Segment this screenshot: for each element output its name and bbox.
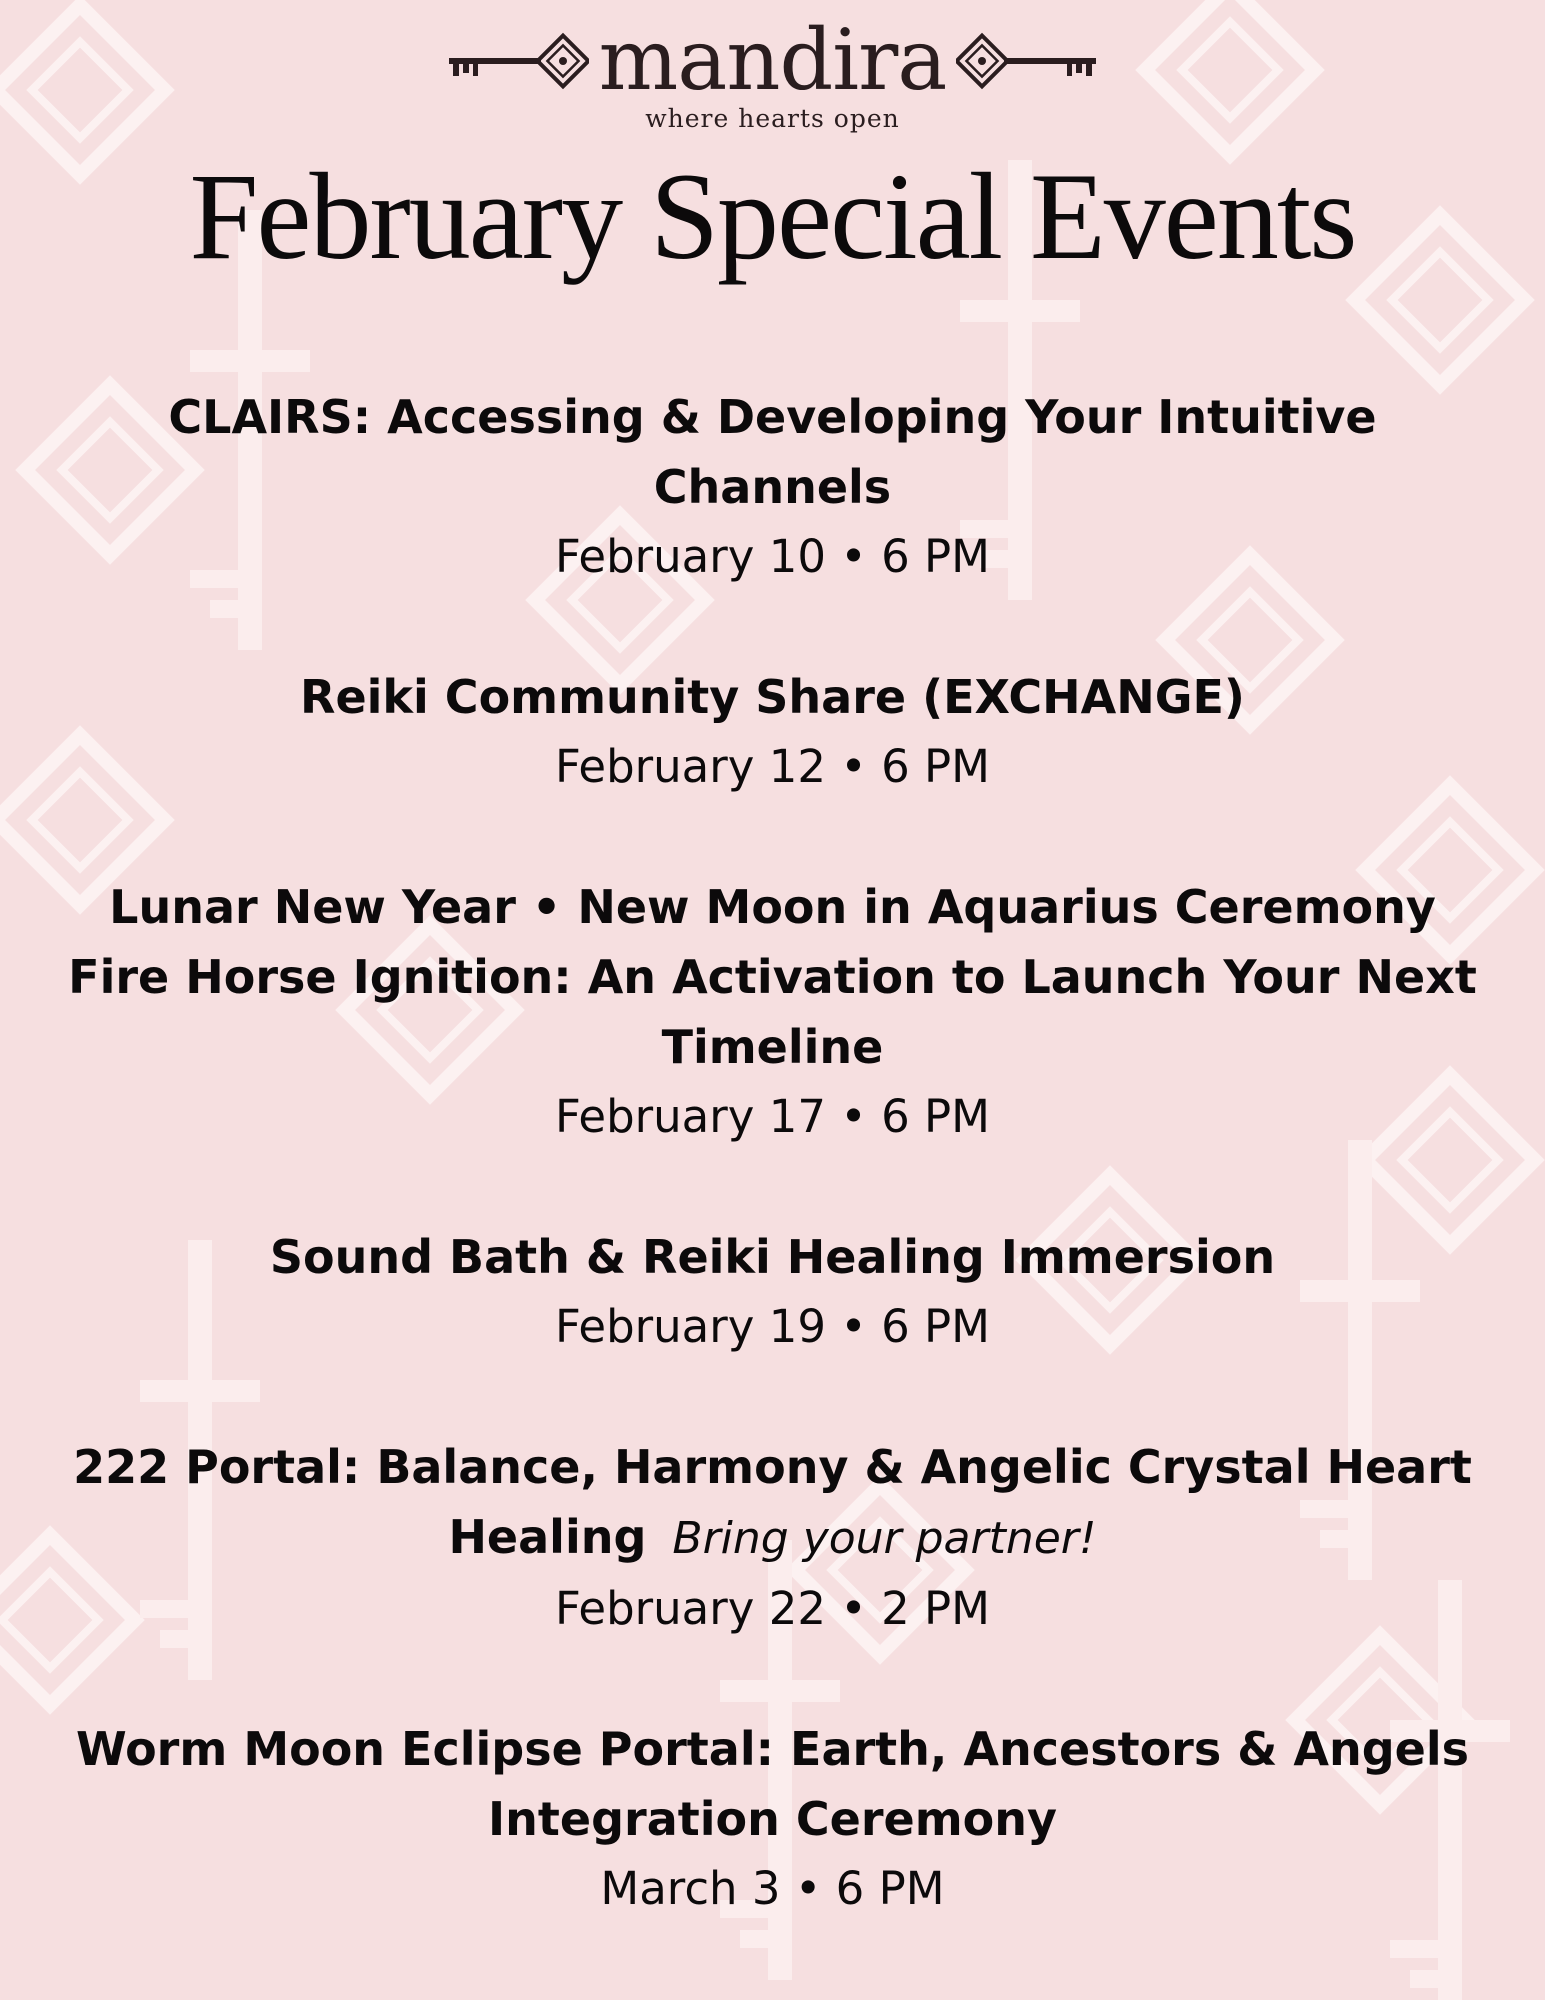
event-title: Worm Moon Eclipse Portal: Earth, Ancestors & Angels Integration Ceremony — [75, 1722, 1470, 1846]
page-title: February Special Events — [189, 148, 1356, 285]
event-item — [60, 1222, 1485, 1362]
event-title: Sound Bath & Reiki Healing Immersion — [269, 1230, 1276, 1284]
event-date: February 22 • 2 PM — [554, 1582, 990, 1635]
event-item — [60, 1714, 1485, 1924]
event-title: Reiki Community Share (EXCHANGE) — [300, 670, 1245, 724]
event-date: February 10 • 6 PM — [554, 530, 990, 583]
brand-logo-row — [449, 11, 1097, 109]
event-title-with-note — [60, 1432, 1485, 1574]
event-title: 222 Portal: Balance, Harmony & Angelic Crystal Heart Healing — [73, 1440, 1472, 1564]
event-title: CLAIRS: Accessing & Developing Your Intuitive Channels — [168, 390, 1377, 514]
event-item — [60, 1432, 1485, 1644]
event-item — [60, 382, 1485, 592]
event-title: Lunar New Year • New Moon in Aquarius Ceremony — [109, 880, 1436, 934]
event-item — [60, 662, 1485, 802]
event-item — [60, 872, 1485, 1152]
brand-logo — [0, 11, 1545, 133]
event-date: February 12 • 6 PM — [554, 740, 990, 793]
key-icon — [449, 30, 589, 90]
event-date: February 17 • 6 PM — [554, 1090, 990, 1143]
brand-name: mandira — [598, 11, 947, 109]
brand-tagline: where hearts open — [645, 104, 900, 133]
event-subtitle: Fire Horse Ignition: An Activation to Launch Your Next Timeline — [68, 950, 1477, 1074]
event-note: Bring your partner! — [672, 1513, 1097, 1564]
event-date: February 19 • 6 PM — [554, 1300, 990, 1353]
event-date: March 3 • 6 PM — [600, 1862, 945, 1915]
event-list — [60, 382, 1485, 1994]
key-icon — [956, 30, 1096, 90]
